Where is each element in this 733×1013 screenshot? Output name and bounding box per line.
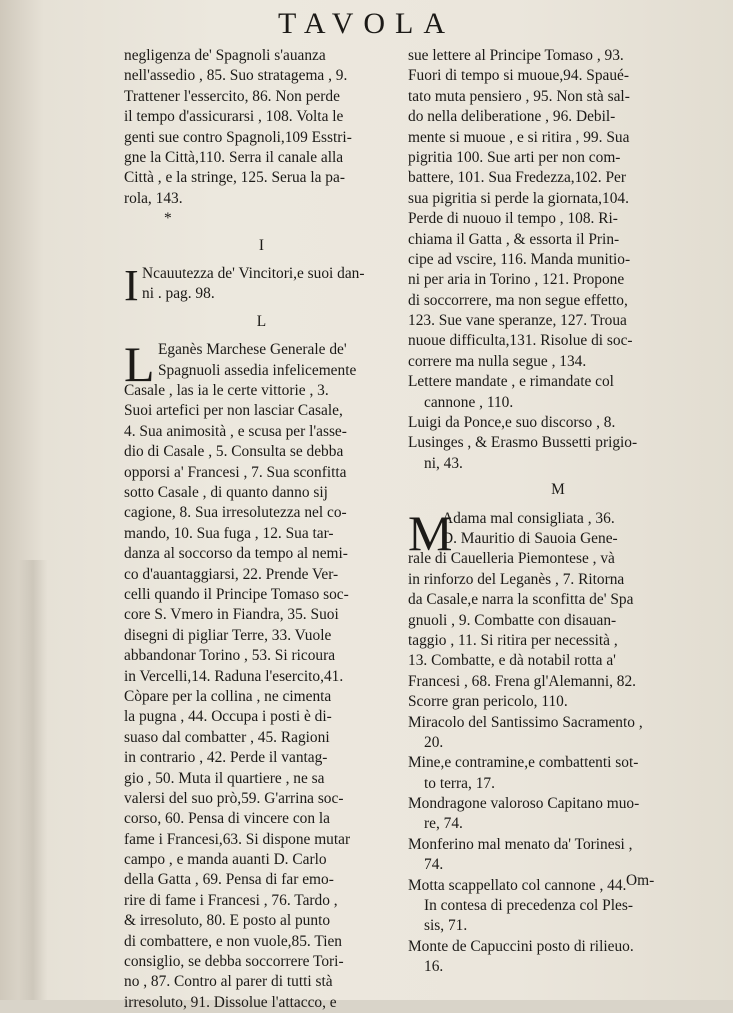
text-line: suaso dal combatter , 45. Ragioni xyxy=(124,728,330,746)
text-line: chiama il Gatta , & essorta il Prin- xyxy=(408,230,620,248)
text-line: pigritia 100. Sue arti per non com- xyxy=(408,148,621,166)
text-line: Adama mal consigliata , 36. xyxy=(442,509,615,527)
index-entry xyxy=(408,713,708,754)
text-line: negligenza de' Spagnoli s'auanza xyxy=(124,47,326,64)
text-line: il tempo d'assicurarsi , 108. Volta le xyxy=(124,108,344,126)
text-line: core S. Vmero in Fiandra, 35. Suoi xyxy=(124,606,339,624)
right-column xyxy=(408,46,708,978)
left-column xyxy=(124,46,399,1013)
text-line: battere, 101. Sua Fredezza,102. Per xyxy=(408,169,626,187)
text-line: no , 87. Contro al parer di tutti stà xyxy=(124,973,333,991)
page-fold-shadow xyxy=(18,560,48,1000)
text-line: 13. Combatte, e dà notabil rotta a' xyxy=(408,652,616,670)
text-line: 20. xyxy=(424,733,444,751)
text-line: Còpare per la collina , ne cimenta xyxy=(124,687,332,705)
index-entry xyxy=(408,794,708,835)
index-entry-leganes xyxy=(124,336,399,1013)
text-line: da Casale,e narra la sconfitta de' Spa xyxy=(408,591,634,609)
drop-cap: M xyxy=(408,504,453,561)
text-line: in rinforzo del Leganès , 7. Ritorna xyxy=(408,570,625,588)
text-line: mente si muoue , e si ritira , 99. Sua xyxy=(408,128,630,146)
text-line: genti sue contro Spagnoli,109 Esstri- xyxy=(124,128,352,146)
page-title: TAVOLA xyxy=(277,7,456,40)
text-line: corso, 60. Pensa di vincere con la xyxy=(124,810,331,828)
text-line: Motta scappellato col cannone , 44. xyxy=(408,876,627,894)
text-line: ni per aria in Torino , 121. Propone xyxy=(408,271,625,289)
text-line: in Vercelli,14. Raduna l'esercito,41. xyxy=(124,667,344,685)
text-line: fame i Francesi,63. Si dispone mutar xyxy=(124,830,351,848)
text-line: Fuori di tempo si muoue,94. Spaué- xyxy=(408,67,630,85)
text-line: Luigi da Ponce,e suo discorso , 8. xyxy=(408,414,616,432)
section-letter-l: L xyxy=(256,312,267,330)
section-letter-m: M xyxy=(551,481,565,499)
text-line: Casale , las ia le certe vittorie , 3. xyxy=(124,382,329,400)
text-line: Monte de Capuccini posto di rilieuo. xyxy=(408,937,634,955)
text-line: opporsi a' Francesi , 7. Sua sconfitta xyxy=(124,463,347,481)
text-line: dio di Casale , 5. Consulta se debba xyxy=(124,443,344,461)
drop-cap: I xyxy=(124,260,139,310)
text-line: la pugna , 44. Occupa i posti è di- xyxy=(124,708,332,726)
text-line: co d'auantaggiarsi, 22. Prende Ver- xyxy=(124,565,339,583)
text-line: nell'assedio , 85. Suo stratagema , 9. xyxy=(124,67,348,85)
text-line: correre ma nulla segue , 134. xyxy=(408,352,587,370)
text-line: cagione, 8. Sua irresolutezza nel co- xyxy=(124,504,347,522)
drop-cap: L xyxy=(124,336,155,393)
entry-lines xyxy=(408,509,708,713)
text-line: disegni di pigliar Terre, 33. Vuole xyxy=(124,626,332,644)
catchword: Om- xyxy=(626,872,655,889)
text-line: sue lettere al Principe Tomaso , 93. xyxy=(408,47,624,64)
text-line: to terra, 17. xyxy=(424,774,495,792)
index-entry xyxy=(408,753,708,794)
entry-lines xyxy=(142,264,399,306)
text-line: danza al soccorso da tempo al nemi- xyxy=(124,545,348,563)
text-line: Monferino mal menato da' Torinesi , xyxy=(408,835,633,853)
text-line: ni . pag. 98. xyxy=(142,285,215,303)
index-entry xyxy=(408,413,708,433)
index-entry xyxy=(408,372,708,413)
text-line: D. Mauritio di Sauoia Gene- xyxy=(442,529,618,547)
text-line: do nella deliberatione , 96. Debil- xyxy=(408,108,616,126)
text-line: Spagnuoli assedia infelicemente xyxy=(158,361,357,379)
text-line: In contesa di precedenza col Ples- xyxy=(424,897,633,915)
text-line: Mine,e contramine,e combattenti sot- xyxy=(408,754,639,772)
text-line: della Gatta , 69. Pensa di far emo- xyxy=(124,871,334,889)
entry-lines xyxy=(124,340,399,1013)
ornament-mark: * xyxy=(164,210,172,228)
text-line: Ncauutezza de' Vincitori,e suoi dan- xyxy=(142,264,365,282)
text-line: nuoue difficulta,131. Risolue di soc- xyxy=(408,332,633,350)
text-line: in contrario , 42. Perde il vantag- xyxy=(124,749,328,767)
right-entries-m xyxy=(408,713,708,978)
text-line: abbandonar Torino , 53. Si ricoura xyxy=(124,647,336,665)
left-continuation xyxy=(124,46,399,209)
text-line: irresoluto, 91. Dissolue l'attacco, e xyxy=(124,993,337,1011)
text-line: valersi del suo prò,59. G'arrina soc- xyxy=(124,789,344,807)
text-line: 16. xyxy=(424,958,444,976)
right-continuation xyxy=(408,46,708,372)
text-line: Miracolo del Santissimo Sacramento , xyxy=(408,713,643,731)
text-line: gnuoli , 9. Combatte con disauan- xyxy=(408,611,617,629)
text-line: re, 74. xyxy=(424,815,463,833)
text-line: tato muta pensiero , 95. Non stà sal- xyxy=(408,87,630,105)
text-line: cannone , 110. xyxy=(424,393,514,411)
text-line: rale di Cauelleria Piemontese , và xyxy=(408,550,615,568)
index-entry xyxy=(408,937,708,978)
text-line: Città , e la stringe, 125. Serua la pa- xyxy=(124,169,345,187)
text-line: di soccorrere, ma non segue effetto, xyxy=(408,291,628,309)
index-entry-incautezza xyxy=(124,260,399,310)
text-line: Lusinges , & Erasmo Bussetti prigio- xyxy=(408,434,638,452)
text-line: mando, 10. Sua fuga , 12. Sua tar- xyxy=(124,524,334,542)
text-line: Trattener l'essercito, 86. Non perde xyxy=(124,87,340,105)
text-line: taggio , 11. Si ritira per necessità , xyxy=(408,631,618,649)
index-entry xyxy=(408,835,708,876)
text-line: 74. xyxy=(424,856,444,874)
text-line: Mondragone valoroso Capitano muo- xyxy=(408,795,640,813)
text-line: ni, 43. xyxy=(424,454,463,472)
text-line: 4. Sua animosità , e scusa per l'asse- xyxy=(124,422,347,440)
text-line: Suoi artefici per non lasciar Casale, xyxy=(124,402,343,420)
text-line: sotto Casale , di quanto danno sij xyxy=(124,484,328,502)
text-line: di combattere, e non vuole,85. Tien xyxy=(124,932,343,950)
right-entries-l xyxy=(408,372,708,474)
text-line: gne la Città,110. Serra il canale alla xyxy=(124,148,344,166)
text-line: Perde di nuouo il tempo , 108. Ri- xyxy=(408,210,618,228)
text-line: cipe ad vscire, 116. Manda munitio- xyxy=(408,250,631,268)
text-line: rire di fame i Francesi , 76. Tardo , xyxy=(124,891,338,909)
index-entry xyxy=(408,876,708,937)
text-line: & irresoluto, 80. E posto al punto xyxy=(124,912,331,930)
index-entry xyxy=(408,433,708,474)
text-line: rola, 143. xyxy=(124,189,183,207)
text-line: celli quando il Principe Tomaso soc- xyxy=(124,585,349,603)
text-line: Lettere mandate , e rimandate col xyxy=(408,373,614,391)
section-letter-i: I xyxy=(258,236,265,254)
index-entry-madama xyxy=(408,504,708,713)
text-line: Scorre gran pericolo, 110. xyxy=(408,693,568,711)
text-line: consiglio, se debba soccorrere Tori- xyxy=(124,953,344,971)
text-line: sua pigritia si perde la giornata,104. xyxy=(408,189,629,207)
text-line: Eganès Marchese Generale de' xyxy=(158,341,347,359)
text-line: Francesi , 68. Frena gl'Alemanni, 82. xyxy=(408,672,637,690)
text-line: gio , 50. Muta il quartiere , ne sa xyxy=(124,769,325,787)
text-line: sis, 71. xyxy=(424,917,468,935)
text-line: 123. Sue vane speranze, 127. Troua xyxy=(408,312,627,330)
text-line: campo , e manda auanti D. Carlo xyxy=(124,851,327,869)
